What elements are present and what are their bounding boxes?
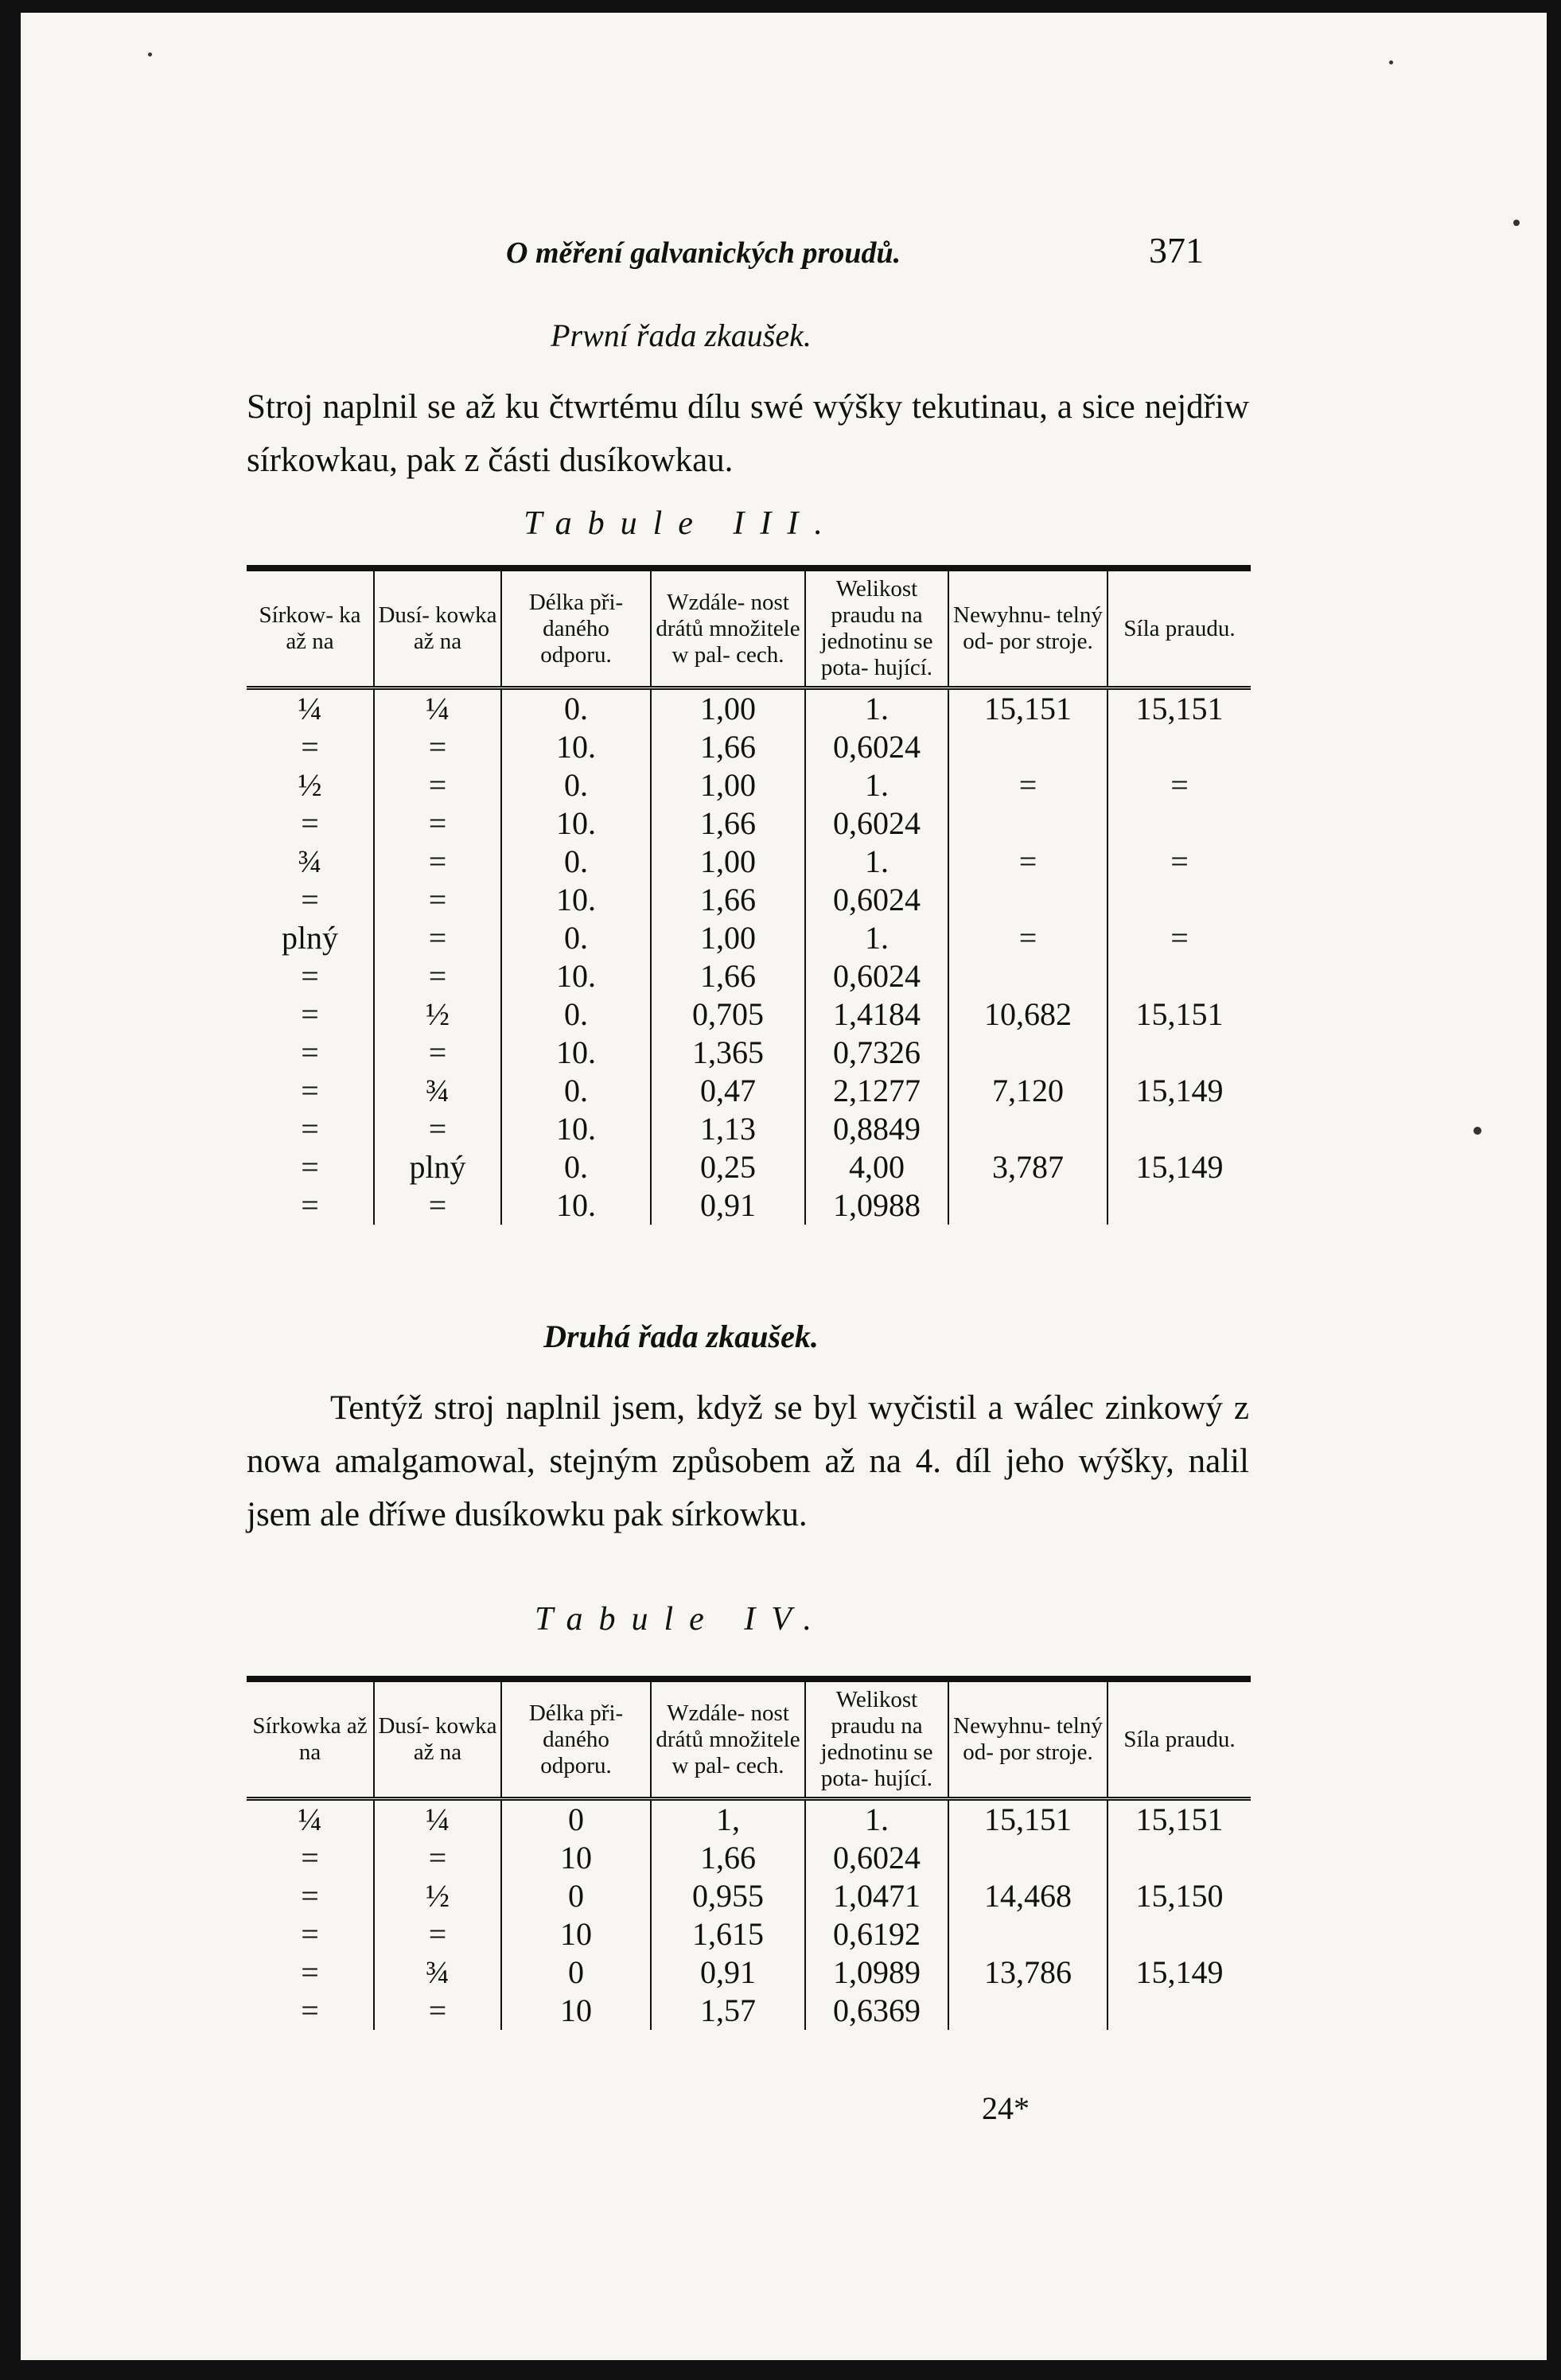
table-cell: 1. [805,843,948,881]
table-cell: 1,0988 [805,1186,948,1225]
table-cell: = [301,1111,319,1147]
table-cell: = [374,957,501,995]
table-cell: ¾ [374,1953,501,1992]
table-cell: 0,6024 [805,804,948,843]
table-cell: = [948,919,1107,957]
table-cell: 0,6024 [805,1839,948,1877]
paper-speck [1513,220,1520,226]
table-cell: 0,47 [651,1072,805,1110]
table-cell: plný [281,920,339,956]
table-4 [247,1676,1251,2030]
table-cell: ¾ [298,843,322,879]
table-row [247,1034,1251,1072]
table-cell: = [1107,843,1251,881]
table-row [247,1877,1251,1915]
table-cell: 0. [501,688,651,729]
column-header: Wzdále- nost drátů množitele w pal- cech. [651,568,805,688]
column-header: Welikost praudu na jednotinu se pota- hující. [805,1679,948,1799]
table-cell: 3,787 [948,1148,1107,1186]
table-cell: 10 [501,1839,651,1877]
table-row [247,804,1251,843]
table-row [247,1110,1251,1148]
table-cell: 15,149 [1107,1148,1251,1186]
table-cell: 1. [805,688,948,729]
table-cell: 1,00 [651,843,805,881]
table-cell: 0 [501,1799,651,1840]
paper-speck [148,53,152,56]
column-header: Wzdále- nost drátů množitele w pal- cech. [651,1679,805,1799]
table-cell [1107,1992,1251,2030]
column-header: Dusí- kowka až na [374,568,501,688]
table-row [247,1186,1251,1225]
table-cell: = [301,1954,319,1990]
table-cell: 13,786 [948,1953,1107,1992]
column-header: Sírkow- ka až na [247,568,374,688]
table-cell: = [301,1034,319,1070]
signature-mark: 24* [982,2090,1030,2126]
table-cell: 0,705 [651,995,805,1034]
table-cell: 1,4184 [805,995,948,1034]
table-row [247,1992,1251,2030]
table-cell [1107,957,1251,995]
table-cell: 1. [805,766,948,804]
table-cell: = [301,1073,319,1108]
series-1-heading: Prwní řada zkaušek. [551,317,812,353]
table-cell: 1, [651,1799,805,1840]
table-cell: 1,0471 [805,1877,948,1915]
table-cell [948,957,1107,995]
table-cell: = [374,843,501,881]
table-cell: 1,00 [651,919,805,957]
table-cell: 10. [501,1186,651,1225]
table-cell: 1,66 [651,957,805,995]
table-cell: = [374,1992,501,2030]
column-header: Délka při- daného odporu. [501,568,651,688]
table-cell [1107,804,1251,843]
table-cell [1107,728,1251,766]
table-row [247,881,1251,919]
table-cell: = [374,804,501,843]
table-cell: = [301,1916,319,1952]
table-cell: 15,149 [1107,1953,1251,1992]
column-header: Sírkowka až na [247,1679,374,1799]
column-header: Dusí- kowka až na [374,1679,501,1799]
table-cell [948,881,1107,919]
table-cell: 15,151 [1107,995,1251,1034]
table-cell: 15,151 [948,1799,1107,1840]
table-cell: 15,151 [1107,1799,1251,1840]
table-cell [948,1110,1107,1148]
series-1-paragraph: Stroj naplnil se až ku čtwrtému dílu swé wýšky tekutinau, a sice nejdřiw sírkowkau, pak z části dusíkowkau. [247,388,1249,479]
column-header: Newyhnu- telný od- por stroje. [948,568,1107,688]
table-cell: 14,468 [948,1877,1107,1915]
table-cell: = [301,1187,319,1223]
table-row [247,843,1251,881]
table-cell: = [1107,919,1251,957]
table-cell: ¾ [374,1072,501,1110]
table-cell: 2,1277 [805,1072,948,1110]
table-cell: 10. [501,804,651,843]
table-cell [948,1839,1107,1877]
table-cell: ½ [298,767,322,803]
table-3-title: Tabule III. [524,505,839,542]
table-cell: = [374,1110,501,1148]
table-cell: 1,13 [651,1110,805,1148]
table-cell: 0. [501,995,651,1034]
table-cell: 0,6192 [805,1915,948,1953]
paper-speck [1389,60,1393,64]
table-cell: = [374,728,501,766]
table-cell [948,1992,1107,2030]
paper-speck [1473,1127,1481,1135]
table-row [247,1799,1251,1840]
table-cell: 15,149 [1107,1072,1251,1110]
table-cell: 0. [501,919,651,957]
table-cell: = [301,1840,319,1876]
table-cell [948,804,1107,843]
table-row [247,1839,1251,1877]
table-cell: 1,00 [651,766,805,804]
table-cell: 15,151 [1107,688,1251,729]
column-header: Síla praudu. [1107,568,1251,688]
table-row [247,1072,1251,1110]
table-row [247,919,1251,957]
table-cell: 10. [501,1110,651,1148]
column-header: Welikost praudu na jednotinu se pota- hující. [805,568,948,688]
table-row [247,1148,1251,1186]
table-cell: = [301,1149,319,1185]
table-cell: 1,0989 [805,1953,948,1992]
table-cell: = [948,843,1107,881]
table-cell [1107,1915,1251,1953]
table-cell: 10. [501,957,651,995]
table-cell: = [301,958,319,994]
table-cell: 15,150 [1107,1877,1251,1915]
table-row [247,957,1251,995]
table-cell: = [301,805,319,841]
table-cell: 1,66 [651,1839,805,1877]
table-cell: 10. [501,881,651,919]
table-cell: 10. [501,1034,651,1072]
table-cell: = [301,996,319,1032]
table-row [247,1953,1251,1992]
table-cell: 1. [805,919,948,957]
table-cell [1107,881,1251,919]
table-cell: = [374,1915,501,1953]
table-4-body [247,1799,1251,2031]
page-number: 371 [1149,230,1204,271]
table-cell: = [301,1992,319,2028]
table-cell: ½ [374,1877,501,1915]
series-2-heading: Druhá řada zkaušek. [543,1319,819,1354]
column-header: Newyhnu- telný od- por stroje. [948,1679,1107,1799]
table-cell: ¼ [298,691,322,726]
table-cell: ½ [374,995,501,1034]
table-cell: ¼ [374,1799,501,1840]
column-header: Délka při- daného odporu. [501,1679,651,1799]
table-cell: 1,615 [651,1915,805,1953]
table-cell: 1,57 [651,1992,805,2030]
table-cell: 0,25 [651,1148,805,1186]
table-cell: ¼ [374,688,501,729]
series-2-paragraph: Tentýž stroj naplnil jsem, když se byl wyčistil a wálec zinkowý z nowa amalgamowal, stejným způsobem až na 4. díl jeho wýšky, nalil jsem ale dříwe dusíkowku pak sírkowku. [247,1389,1249,1533]
table-3-header-row [247,568,1251,688]
table-cell: 0 [501,1953,651,1992]
table-cell: 0. [501,766,651,804]
table-cell [1107,1186,1251,1225]
table-cell: = [301,729,319,765]
table-cell: 4,00 [805,1148,948,1186]
table-cell: = [1107,766,1251,804]
table-cell: = [374,766,501,804]
table-cell: 0,8849 [805,1110,948,1148]
column-header: Síla praudu. [1107,1679,1251,1799]
table-cell: = [374,1034,501,1072]
table-4-header-row [247,1679,1251,1799]
table-cell: = [374,881,501,919]
table-cell: 1,66 [651,804,805,843]
table-cell: 0,6369 [805,1992,948,2030]
table-4-title: Tabule IV. [534,1601,828,1638]
table-cell: 10,682 [948,995,1107,1034]
running-head-title: O měření galvanických proudů. [506,236,901,270]
table-cell: 0. [501,843,651,881]
table-cell: 0,6024 [805,957,948,995]
table-cell: plný [374,1148,501,1186]
table-cell: ¼ [298,1802,322,1837]
table-cell: = [301,882,319,917]
table-cell: 10 [501,1992,651,2030]
table-cell: 1,66 [651,728,805,766]
table-cell [948,1915,1107,1953]
table-cell: 10. [501,728,651,766]
table-cell: = [374,1839,501,1877]
table-row [247,688,1251,729]
table-cell: = [948,766,1107,804]
table-cell: 1,00 [651,688,805,729]
table-cell [1107,1110,1251,1148]
table-cell: 1,365 [651,1034,805,1072]
table-row [247,766,1251,804]
table-cell [948,1034,1107,1072]
table-cell: 1,66 [651,881,805,919]
table-cell: 0,6024 [805,728,948,766]
table-cell: 0,91 [651,1953,805,1992]
table-cell: 0 [501,1877,651,1915]
table-cell [948,728,1107,766]
book-page [21,13,1547,2360]
table-row [247,728,1251,766]
table-cell: 10 [501,1915,651,1953]
table-cell: 15,151 [948,688,1107,729]
table-cell [1107,1839,1251,1877]
table-cell: = [374,919,501,957]
table-cell: = [374,1186,501,1225]
table-cell: 0. [501,1072,651,1110]
table-cell: 1. [805,1799,948,1840]
table-cell: 7,120 [948,1072,1107,1110]
table-3-body [247,688,1251,1225]
table-cell: 0,955 [651,1877,805,1915]
table-row [247,995,1251,1034]
table-cell: 0,91 [651,1186,805,1225]
table-3 [247,565,1251,1225]
table-cell: 0,7326 [805,1034,948,1072]
table-row [247,1915,1251,1953]
table-cell: 0. [501,1148,651,1186]
table-cell [948,1186,1107,1225]
table-cell: 0,6024 [805,881,948,919]
table-cell: = [301,1878,319,1914]
table-cell [1107,1034,1251,1072]
